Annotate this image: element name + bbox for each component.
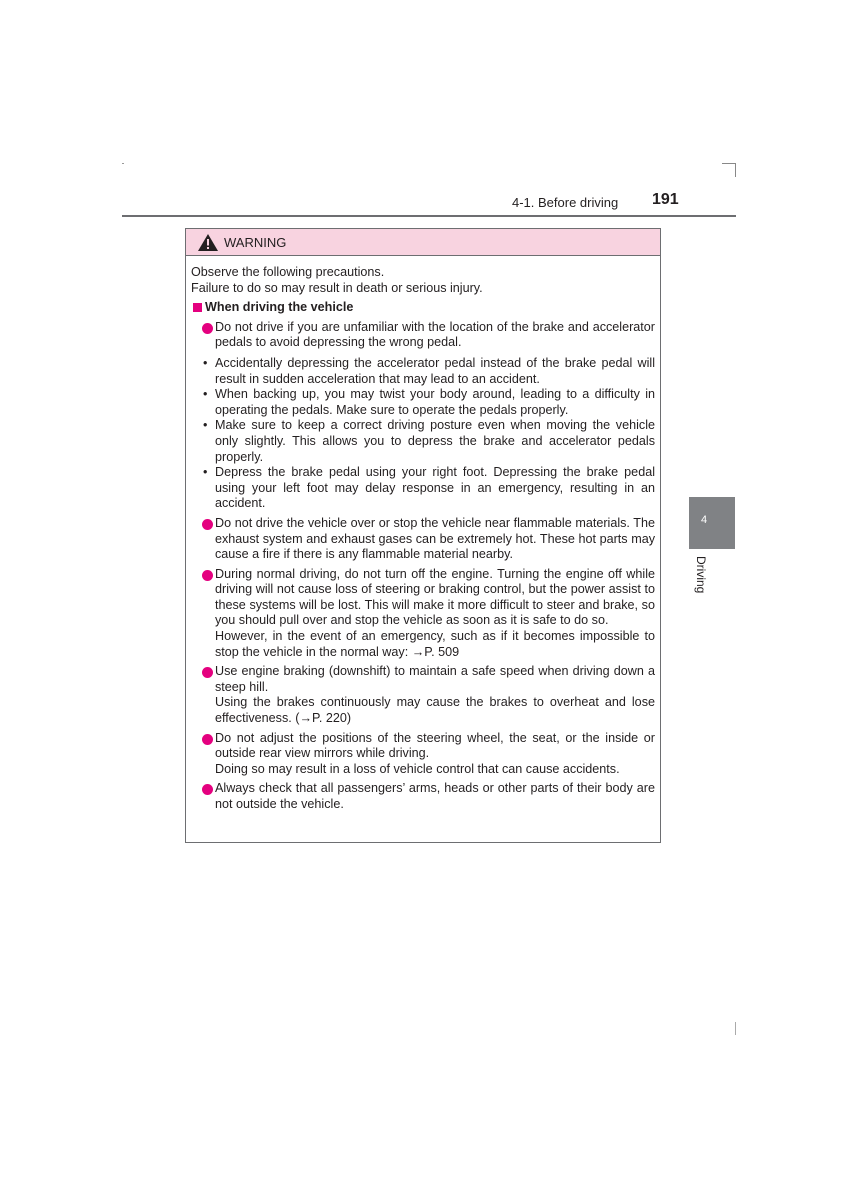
dot-bullet-icon: •: [203, 387, 208, 402]
item-text: Do not adjust the positions of the steering wheel, the seat, or the inside or outside rear view mirrors while driving.: [215, 730, 655, 761]
circle-bullet-icon: [202, 784, 213, 795]
warning-body: [186, 256, 660, 813]
subheading: [191, 300, 655, 316]
sub-item-text: Accidentally depressing the accelerator pedal instead of the brake pedal will result in sudden acceleration that may lead to an accident.: [215, 355, 655, 386]
list-item: [191, 664, 655, 726]
page-number: 191: [652, 191, 679, 208]
warning-box: [185, 228, 661, 843]
sub-list-item: [203, 465, 655, 512]
chapter-label: Driving: [694, 556, 708, 594]
item-text: Do not drive if you are unfamiliar with the location of the brake and accelerator pedals to avoid depressing the wrong pedal.: [215, 319, 655, 350]
list-item: [191, 731, 655, 778]
dot-bullet-icon: •: [203, 465, 208, 480]
list-item: [191, 781, 655, 812]
list-item: [191, 567, 655, 661]
list-item: [191, 516, 655, 563]
list-item: [191, 320, 655, 351]
item-text: Use engine braking (downshift) to maintain a safe speed when driving down a steep hill.: [215, 664, 655, 694]
section-title: 4-1. Before driving: [512, 195, 619, 210]
chapter-number: 4: [701, 514, 708, 526]
warning-title: WARNING: [224, 234, 287, 250]
sub-list-item: [203, 418, 655, 465]
header-divider: [122, 215, 736, 217]
sub-item-text: Depress the brake pedal using your right foot. Depressing the brake pedal using your left foot may delay response in an emergency, resulting in an accident.: [215, 465, 655, 511]
crop-mark-top-left: [122, 163, 124, 164]
circle-bullet-icon: [202, 570, 213, 581]
warning-triangle-icon: [198, 234, 218, 251]
circle-bullet-icon: [202, 734, 213, 745]
item-text: However, in the event of an emergency, such as if it becomes impossible to stop the vehicle in the normal way: →P. 509: [215, 629, 655, 659]
dot-bullet-icon: •: [203, 355, 208, 370]
crop-mark-bottom-right: [735, 1022, 736, 1035]
item-text: Doing so may result in a loss of vehicle control that can cause accidents.: [215, 761, 620, 776]
circle-bullet-icon: [202, 667, 213, 678]
dot-bullet-icon: •: [203, 418, 208, 433]
item-text: Using the brakes continuously may cause the brakes to overheat and lose effectiveness. (→P. 220): [215, 695, 655, 726]
sub-item-text: Make sure to keep a correct driving posture even when moving the vehicle only slightly. This allows you to depress the brake and accelerator pedals properly.: [215, 418, 655, 464]
intro-line: Failure to do so may result in death or serious injury.: [191, 280, 483, 295]
warning-intro: [191, 265, 655, 296]
intro-line: Observe the following precautions.: [191, 265, 385, 279]
crop-mark-top-right-vertical: [735, 163, 736, 177]
item-text: Do not drive the vehicle over or stop the vehicle near flammable materials. The exhaust system and exhaust gases can be extremely hot. These hot parts may cause a fire if there is any flammable material nearby.: [215, 515, 655, 562]
item-text: During normal driving, do not turn off the engine. Turning the engine off while driving will not cause loss of steering or braking control, but the power assist to these systems will be lost. This will make it more difficult to steer and brake, so you should pull over and stop the vehicle as soon as it is safe to do so.: [215, 566, 655, 628]
chapter-tab: [689, 497, 735, 549]
subheading-text: When driving the vehicle: [205, 300, 354, 315]
sub-list-item: [203, 387, 655, 418]
sub-list: [191, 356, 655, 512]
sub-list-item: [203, 356, 655, 387]
item-text: Always check that all passengers’ arms, heads or other parts of their body are not outside the vehicle.: [215, 781, 655, 811]
warning-header: [186, 229, 660, 256]
sub-item-text: When backing up, you may twist your body around, leading to a difficulty in operating the pedals. Make sure to operate the pedals properly.: [215, 387, 655, 417]
crop-mark-top-right: [722, 163, 735, 164]
circle-bullet-icon: [202, 519, 213, 530]
circle-bullet-icon: [202, 323, 213, 334]
square-bullet-icon: [193, 303, 202, 312]
